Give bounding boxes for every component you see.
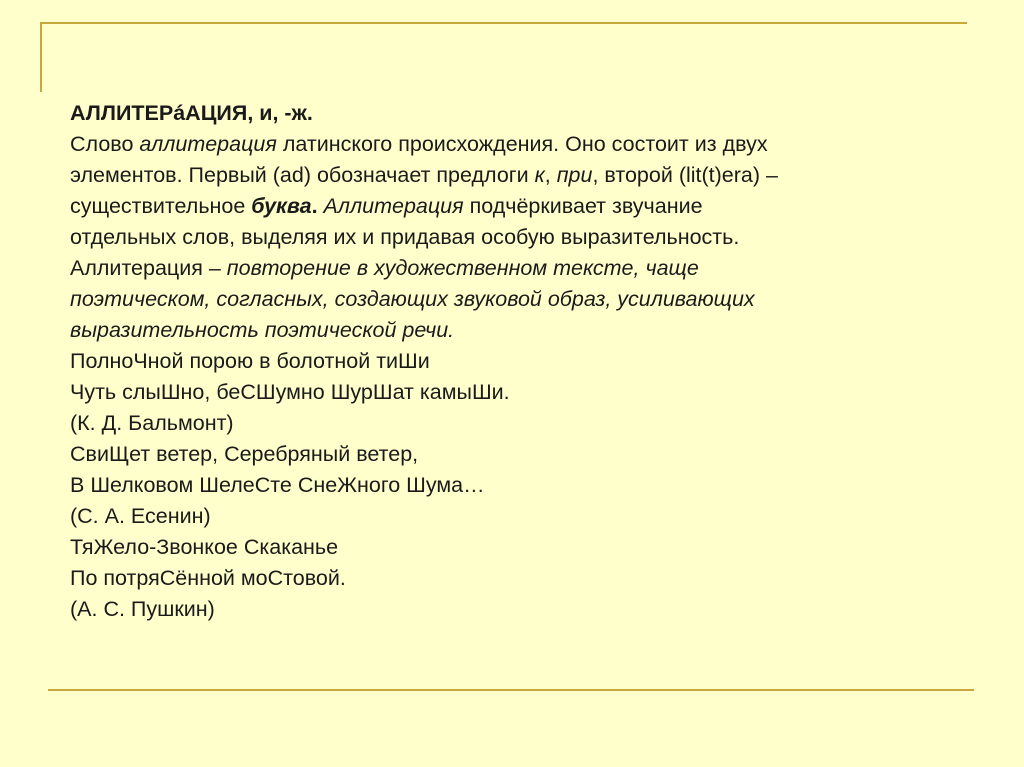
poem-2-author: (С. А. Есенин) [70,504,211,528]
left-rule [40,22,42,92]
poem-2-line-1: СвиЩет ветер, Серебряный ветер, [70,442,419,466]
definition-line-3: существительное буква. Аллитерация подчёркивает звучание [70,194,703,218]
headword: АЛЛИТЕРáАЦИЯ, и, -ж. [70,101,313,125]
poem-1-line-1: ПолноЧной порою в болотной тиШи [70,349,430,373]
definition-line-5: Аллитерация – повторение в художественном тексте, чаще [70,256,699,280]
top-rule [40,22,967,24]
poem-1-author: (К. Д. Бальмонт) [70,411,234,435]
definition-line-2: элементов. Первый (ad) обозначает предлоги к, при, второй (lit(t)era) – [70,163,778,187]
poem-3-line-2: По потряСённой моСтовой. [70,566,346,590]
definition-line-1: Слово аллитерация латинского происхождения. Оно состоит из двух [70,132,768,156]
poem-3-author: (А. С. Пушкин) [70,597,215,621]
definition-line-4: отдельных слов, выделяя их и придавая особую выразительность. [70,225,740,249]
definition-line-6: поэтическом, согласных, создающих звуковой образ, усиливающих [70,287,755,311]
definition-line-7: выразительность поэтической речи. [70,318,455,342]
poem-1-line-2: Чуть слыШно, беСШумно ШурШат камыШи. [70,380,510,404]
poem-2-line-2: В Шелковом ШелеСте СнеЖного Шума… [70,473,485,497]
bottom-rule [48,689,974,691]
poem-3-line-1: ТяЖело-Звонкое Скаканье [70,535,339,559]
slide-content [70,98,950,625]
